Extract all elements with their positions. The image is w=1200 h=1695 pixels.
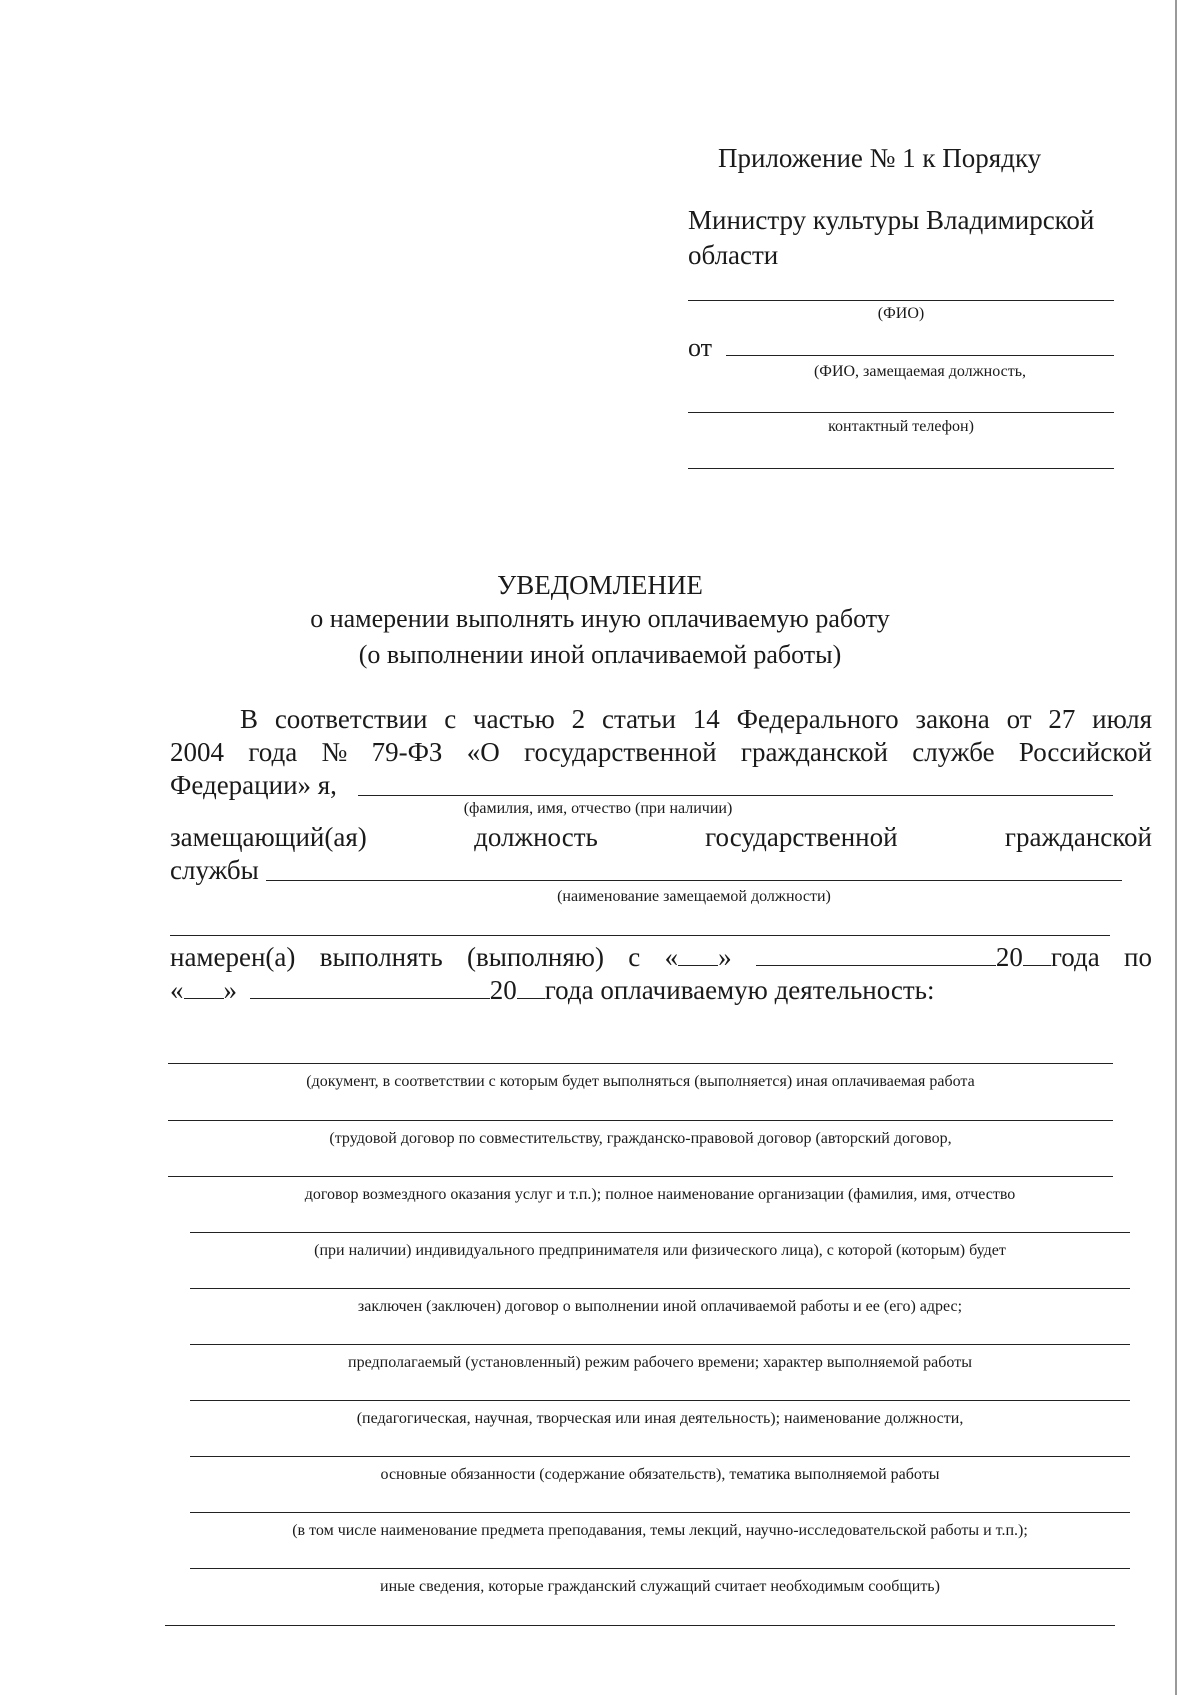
end-day-field[interactable] [184, 976, 224, 999]
details-field-9[interactable] [190, 1512, 1130, 1513]
body-line-2: 2004 года № 79-ФЗ «О государственной гражданской службе Российской [170, 737, 1152, 767]
notice-title: УВЕДОМЛЕНИЕ [497, 570, 703, 600]
details-field-5[interactable] [190, 1288, 1130, 1289]
addressee-line-1: Министру культуры Владимирской [688, 205, 1095, 235]
sender-field-1[interactable] [726, 355, 1114, 356]
from-label: от [688, 333, 713, 362]
end-year-field[interactable] [517, 976, 545, 999]
addressee-line-2: области [688, 240, 779, 270]
start-day-field[interactable] [678, 943, 718, 966]
start-month-field[interactable] [756, 943, 996, 966]
appendix-label: Приложение № 1 к Порядку [718, 143, 1042, 173]
body-line-1: В соответствии с частью 2 статьи 14 Федерального закона от 27 июля [240, 704, 1152, 734]
fio-caption: (ФИО) [877, 305, 925, 322]
details-caption-1: (документ, в соответствии с которым будет выполняться (выполняется) иная оплачиваемая работа [306, 1073, 975, 1090]
details-field-7[interactable] [190, 1400, 1130, 1401]
details-field-10[interactable] [190, 1568, 1130, 1569]
sender-caption-1: (ФИО, замещаемая должность, [813, 363, 1027, 380]
details-caption-8: основные обязанности (содержание обязательств), тематика выполняемой работы [380, 1466, 940, 1483]
details-field-8[interactable] [190, 1456, 1130, 1457]
start-year-field[interactable] [1023, 943, 1051, 966]
details-field-6[interactable] [190, 1344, 1130, 1345]
page-edge-line [1175, 0, 1177, 1695]
details-field-2[interactable] [168, 1120, 1113, 1121]
details-caption-7: (педагогическая, научная, творческая или иная деятельность); наименование должности, [356, 1410, 964, 1427]
end-date-line: « » 20 года оплачиваемую деятельность: [170, 975, 935, 1005]
end-month-field[interactable] [250, 976, 490, 999]
details-field-11[interactable] [165, 1625, 1115, 1626]
position-field[interactable] [266, 880, 1122, 881]
details-caption-6: предполагаемый (установленный) режим рабочего времени; характер выполняемой работы [348, 1354, 972, 1371]
details-caption-4: (при наличии) индивидуального предпринимателя или физического лица), с которой (которым) будет [314, 1242, 1006, 1259]
details-caption-3: договор возмездного оказания услуг и т.п.); полное наименование организации (фамилия, имя, отчество [304, 1186, 1016, 1203]
sender-caption-2: контактный телефон) [828, 418, 974, 435]
full-name-field[interactable] [358, 795, 1113, 796]
full-name-caption: (фамилия, имя, отчество (при наличии) [463, 800, 733, 817]
sender-field-3[interactable] [688, 468, 1114, 469]
details-caption-5: заключен (заключен) договор о выполнении иной оплачиваемой работы и ее (его) адрес; [357, 1298, 963, 1315]
details-caption-2: (трудовой договор по совместительству, гражданско-правовой договор (авторский договор, [329, 1130, 952, 1147]
notice-subtitle-1: о намерении выполнять иную оплачиваемую работу [310, 604, 890, 633]
body-line-3: Федерации» я, [170, 770, 337, 800]
notice-subtitle-2: (о выполнении иной оплачиваемой работы) [358, 640, 842, 669]
details-field-4[interactable] [190, 1232, 1130, 1233]
sender-field-2[interactable] [688, 412, 1114, 413]
details-caption-10: иные сведения, которые гражданский служащий считает необходимым сообщить) [380, 1578, 940, 1595]
minister-fio-field[interactable] [688, 300, 1114, 301]
position-caption: (наименование замещаемой должности) [557, 888, 831, 905]
body-line-4: замещающий(ая) должность государственной гражданской [170, 822, 1152, 852]
details-caption-9: (в том числе наименование предмета преподавания, темы лекций, научно-исследовательской работы и т.п.); [292, 1522, 1028, 1539]
position-field-continued[interactable] [170, 935, 1110, 936]
details-field-1[interactable] [168, 1063, 1113, 1064]
details-field-3[interactable] [168, 1176, 1113, 1177]
body-line-5: службы [170, 855, 259, 885]
intend-line: намерен(а) выполнять (выполняю) с « » 20 года по [170, 942, 1152, 972]
